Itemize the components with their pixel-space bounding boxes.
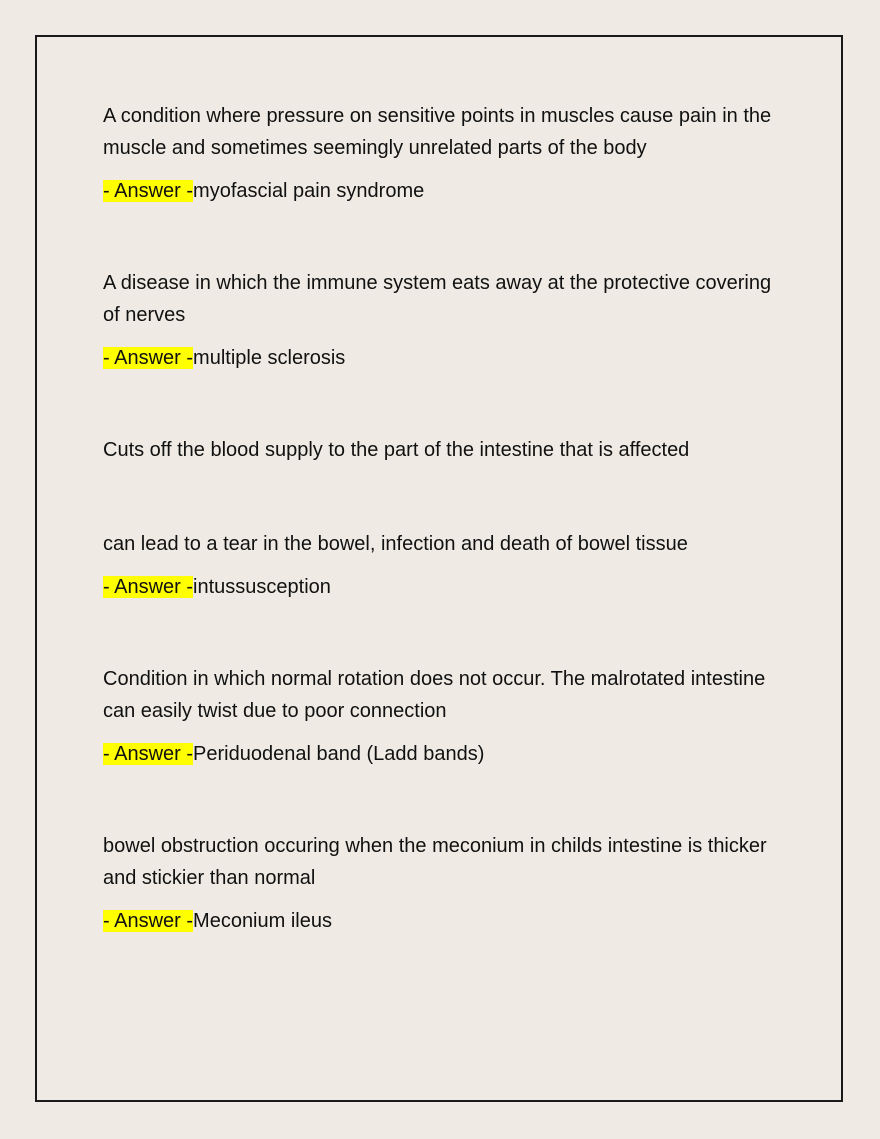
document-content [103,100,793,997]
answer-tag-highlight: - Answer - [103,576,194,598]
answer-text: intussusception [193,576,331,598]
qa-item [103,830,793,933]
answer-tag-highlight: - Answer - [103,910,194,932]
answer-text: Meconium ileus [193,910,332,932]
question-text: A condition where pressure on sensitive points in muscles cause pain in the muscle and sometimes seemingly unrelated parts of the body [103,105,772,159]
answer-text: myofascial pain syndrome [193,180,425,202]
answer-line [103,742,793,766]
qa-item [103,528,793,599]
qa-item [103,663,793,766]
answer-tag-highlight: - Answer - [103,347,194,369]
qa-item [103,100,793,203]
answer-line [103,179,793,203]
answer-text: Periduodenal band (Ladd bands) [193,743,485,765]
answer-line [103,346,793,370]
answer-line [103,909,793,933]
question-text: Condition in which normal rotation does not occur. The malrotated intestine can easily twist due to poor connection [103,668,766,722]
answer-tag-highlight: - Answer - [103,180,194,202]
question-text: A disease in which the immune system eats away at the protective covering of nerves [103,272,772,326]
question-text: Cuts off the blood supply to the part of the intestine that is affected [103,439,690,461]
answer-tag-highlight: - Answer - [103,743,194,765]
answer-text: multiple sclerosis [193,347,346,369]
qa-item [103,434,793,466]
question-text: bowel obstruction occuring when the meconium in childs intestine is thicker and stickier than normal [103,835,767,889]
question-text: can lead to a tear in the bowel, infection and death of bowel tissue [103,533,688,555]
qa-item [103,267,793,370]
answer-line [103,575,793,599]
